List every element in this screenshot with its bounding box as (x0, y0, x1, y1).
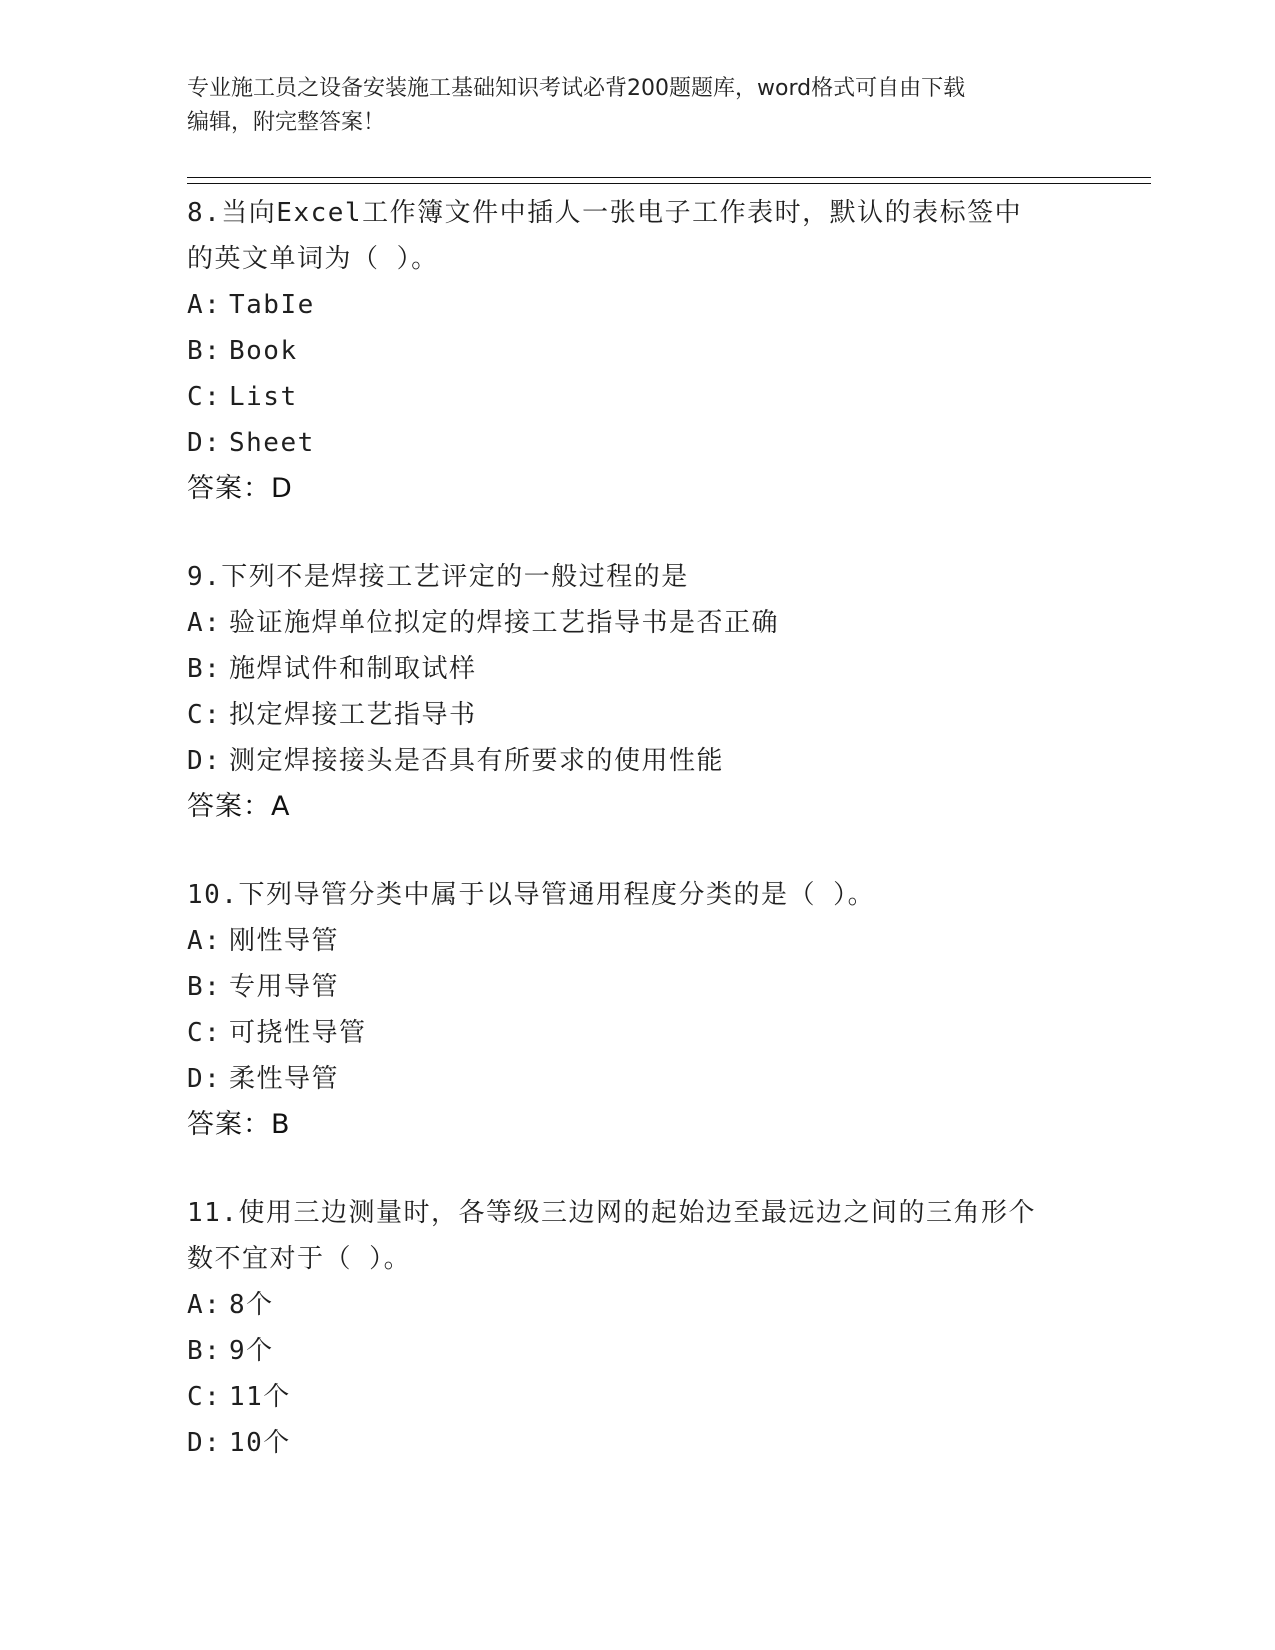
option-letter: A: (187, 608, 222, 638)
header-divider-bottom (187, 183, 1151, 184)
option-b (187, 328, 1087, 374)
option-b (187, 646, 1087, 692)
answer-line: 答案：D (187, 473, 293, 504)
option-letter: A: (187, 290, 222, 320)
option-letter: C: (187, 1018, 222, 1048)
question-8 (187, 190, 1087, 512)
option-letter: C: (187, 700, 222, 730)
option-text: 施焊试件和制取试样 (229, 654, 477, 684)
option-text: 专用导管 (229, 972, 340, 1002)
question-stem: 8.当向Excel工作簿文件中插人一张电子工作表时，默认的表标签中 的英文单词为（ ）。 (187, 198, 1023, 274)
option-letter: B: (187, 1336, 222, 1366)
question-9 (187, 554, 1087, 830)
option-text: 可挠性导管 (229, 1018, 367, 1048)
question-stem: 10.下列导管分类中属于以导管通用程度分类的是（ ）。 (187, 880, 876, 910)
option-letter: A: (187, 926, 222, 956)
option-text: Sheet (229, 428, 315, 458)
option-d (187, 738, 1087, 784)
question-stem: 9.下列不是焊接工艺评定的一般过程的是 (187, 562, 689, 592)
question-list (187, 190, 1087, 1508)
option-text: 11个 (229, 1382, 291, 1412)
answer-line: 答案：B (187, 1109, 291, 1140)
option-b (187, 1328, 1087, 1374)
option-text: 10个 (229, 1428, 291, 1458)
option-c (187, 374, 1087, 420)
option-letter: B: (187, 972, 222, 1002)
option-a (187, 282, 1087, 328)
option-text: 柔性导管 (229, 1064, 340, 1094)
option-b (187, 964, 1087, 1010)
answer-line: 答案：A (187, 791, 291, 822)
option-text: 拟定焊接工艺指导书 (229, 700, 477, 730)
option-c (187, 1374, 1087, 1420)
header-line-2: 编辑，附完整答案！ (187, 110, 386, 135)
option-letter: A: (187, 1290, 222, 1320)
option-text: 刚性导管 (229, 926, 340, 956)
option-text: 验证施焊单位拟定的焊接工艺指导书是否正确 (229, 608, 780, 638)
option-text: 8个 (229, 1290, 274, 1320)
option-c (187, 1010, 1087, 1056)
option-letter: C: (187, 1382, 222, 1412)
option-a (187, 918, 1087, 964)
option-text: 测定焊接接头是否具有所要求的使用性能 (229, 746, 725, 776)
option-letter: D: (187, 1064, 222, 1094)
option-letter: D: (187, 428, 222, 458)
question-stem: 11.使用三边测量时，各等级三边网的起始边至最远边之间的三角形个 数不宜对于（ ）。 (187, 1198, 1036, 1274)
option-d (187, 1420, 1087, 1466)
option-a (187, 1282, 1087, 1328)
option-letter: C: (187, 382, 222, 412)
option-a (187, 600, 1087, 646)
option-c (187, 692, 1087, 738)
question-11 (187, 1190, 1087, 1466)
option-letter: B: (187, 654, 222, 684)
header-divider-top (187, 177, 1151, 178)
option-d (187, 420, 1087, 466)
option-text: 9个 (229, 1336, 274, 1366)
option-text: List (229, 382, 298, 412)
option-text: TabIe (229, 290, 315, 320)
question-10 (187, 872, 1087, 1148)
header-line-1: 专业施工员之设备安装施工基础知识考试必背200题题库，word格式可自由下载 (187, 76, 966, 101)
option-d (187, 1056, 1087, 1102)
option-letter: D: (187, 746, 222, 776)
option-letter: B: (187, 336, 222, 366)
option-text: Book (229, 336, 298, 366)
document-header (187, 72, 1067, 140)
option-letter: D: (187, 1428, 222, 1458)
